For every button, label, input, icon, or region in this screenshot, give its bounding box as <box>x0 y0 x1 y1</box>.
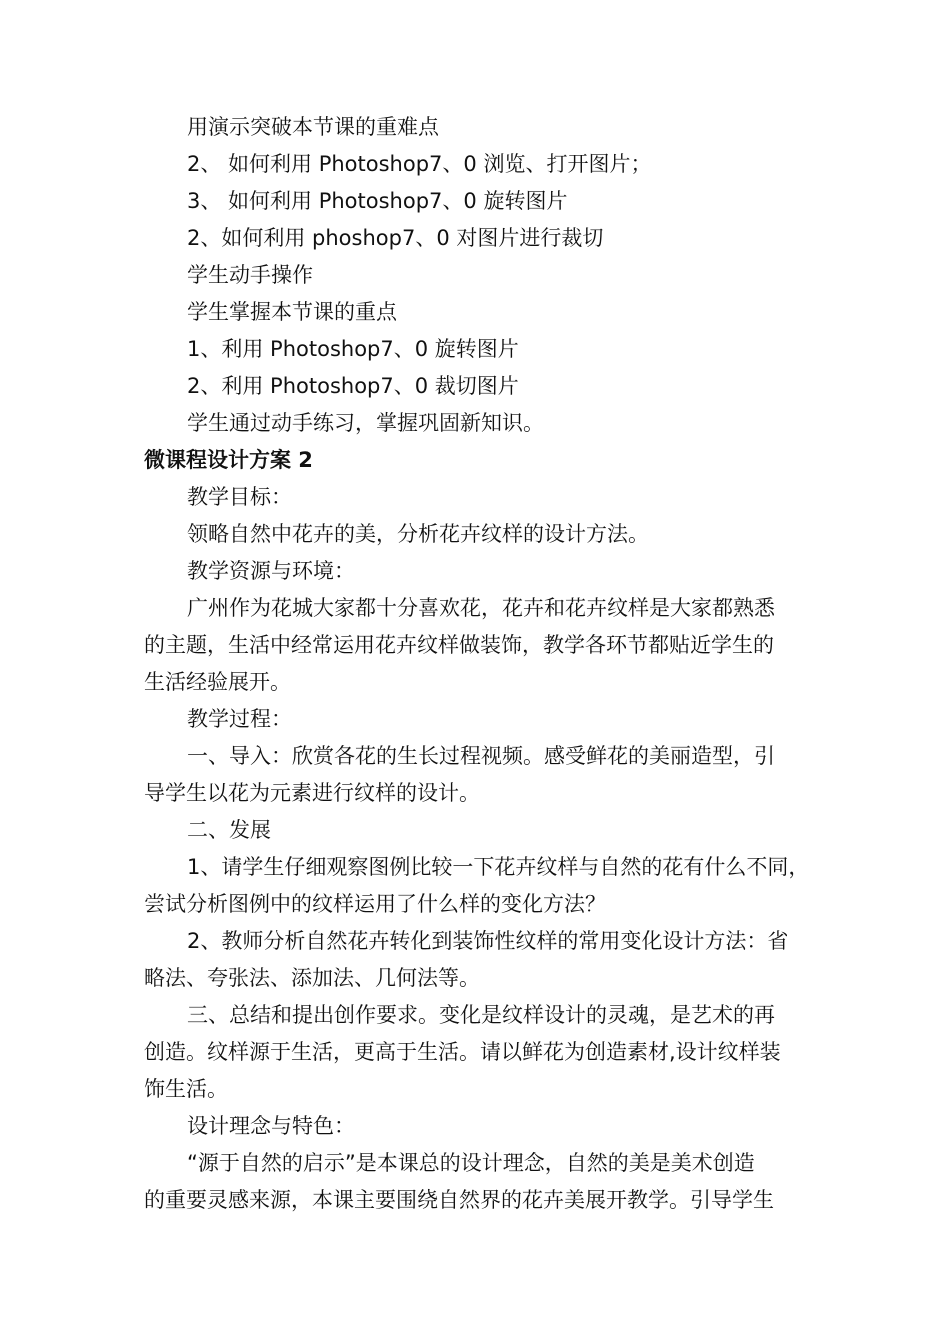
text-line: 2、利用 Photoshop7、0 裁切图片 <box>187 374 519 398</box>
text-line: 学生动手操作 <box>187 263 313 287</box>
resource-label: 教学资源与环境： <box>187 559 355 583</box>
paragraph-line: 尝试分析图例中的纹样运用了什么样的变化方法？ <box>144 892 606 916</box>
paragraph-line: 2、教师分析自然花卉转化到装饰性纹样的常用变化设计方法：省 <box>187 929 789 953</box>
section-heading: 微课程设计方案 2 <box>144 448 313 472</box>
text-line: 学生通过动手练习，掌握巩固新知识。 <box>187 411 544 435</box>
paragraph-line: 略法、夸张法、添加法、几何法等。 <box>144 966 480 990</box>
paragraph-line: 生活经验展开。 <box>144 670 291 694</box>
paragraph-line: 三、总结和提出创作要求。变化是纹样设计的灵魂，是艺术的再 <box>187 1003 775 1027</box>
paragraph-line: “源于自然的启示”是本课总的设计理念，自然的美是美术创造 <box>187 1151 755 1175</box>
paragraph-line: 的重要灵感来源，本课主要围绕自然界的花卉美展开教学。引导学生 <box>144 1188 774 1212</box>
paragraph-line: 一、导入：欣赏各花的生长过程视频。感受鲜花的美丽造型，引 <box>187 744 775 768</box>
text-line: 3、 如何利用 Photoshop7、0 旋转图片 <box>187 189 568 213</box>
text-line: 学生掌握本节课的重点 <box>187 300 397 324</box>
paragraph-line: 导学生以花为元素进行纹样的设计。 <box>144 781 480 805</box>
process-label: 教学过程： <box>187 707 292 731</box>
paragraph-line: 饰生活。 <box>144 1077 228 1101</box>
text-line: 2、 如何利用 Photoshop7、0 浏览、打开图片； <box>187 152 652 176</box>
goal-label: 教学目标： <box>187 485 292 509</box>
text-line: 2、如何利用 phoshop7、0 对图片进行裁切 <box>187 226 604 250</box>
paragraph-line: 创造。纹样源于生活，更高于生活。请以鲜花为创造素材,设计纹样装 <box>144 1040 781 1064</box>
paragraph-line: 1、请学生仔细观察图例比较一下花卉纹样与自然的花有什么不同， <box>187 855 810 879</box>
develop-label: 二、发展 <box>187 818 271 842</box>
paragraph-line: 广州作为花城大家都十分喜欢花，花卉和花卉纹样是大家都熟悉 <box>187 596 775 620</box>
text-line: 1、利用 Photoshop7、0 旋转图片 <box>187 337 519 361</box>
concept-label: 设计理念与特色： <box>187 1114 355 1138</box>
text-line: 用演示突破本节课的重难点 <box>187 115 439 139</box>
paragraph-line: 的主题，生活中经常运用花卉纹样做装饰，教学各环节都贴近学生的 <box>144 633 774 657</box>
goal-text: 领略自然中花卉的美，分析花卉纹样的设计方法。 <box>187 522 649 546</box>
